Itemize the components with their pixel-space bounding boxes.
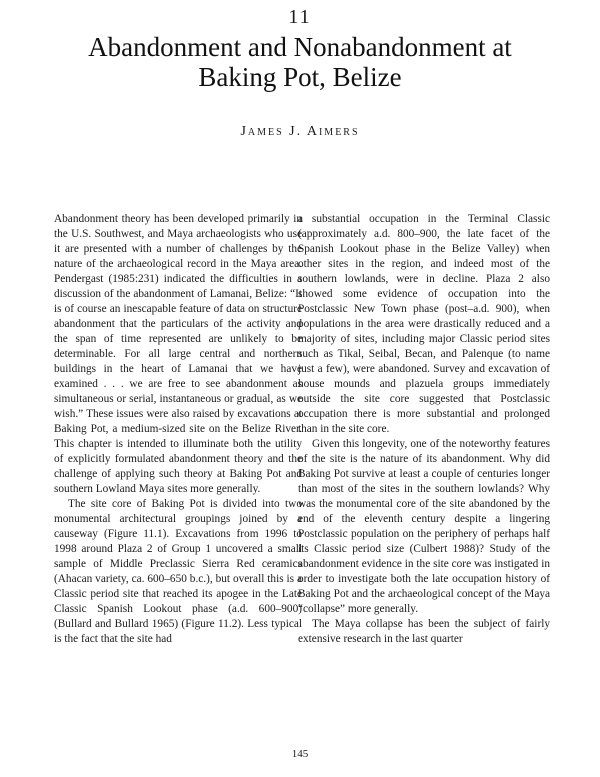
- page-number: 145: [291, 748, 309, 760]
- chapter-title-line-1: Abandonment and Nonabandonment at: [88, 32, 512, 62]
- paragraph: The Maya collapse has been the subject of fairly extensive research in the last quarter: [298, 618, 550, 645]
- chapter-title: [0, 32, 600, 92]
- paragraph: Abandonment theory has been developed primarily in the U.S. Southwest, and Maya archaeologists who use it are presented with a number of challenges by the nature of the archaeological record in the Maya area. Pendergast (1985:231) indicated the difficulties in a discussion of the abandonment of Lamanai, Belize: “It is of course an inescapable feature of data on structure abandonment that the particulars of the activity and the span of time represented are unlikely to be determinable. For all large central and northern buildings in the heart of Lamanai that we have examined . . . we are free to see abandonment as simultaneous or serial, instantaneous or gradual, as we wish.” These issues were also raised by excavations at Baking Pot, a medium-sized site on the Belize River. This chapter is intended to illuminate both the utility of explicitly formulated abandonment theory and the challenge of applying such theory at Baking Pot and southern Lowland Maya sites more generally.: [54, 213, 302, 495]
- paragraph: Given this longevity, one of the noteworthy features of the site is the nature of its abandonment. Why did Baking Pot survive at least a couple of centuries longer than most of the sites in the southern lowlands? Why was the monumental core of the site abandoned by the end of the eleventh century despite a lingering Postclassic population on the periphery of perhaps half its Classic period size (Culbert 1988)? Study of the abandonment evidence in the site core was instigated in order to investigate both the late occupation history of Baking Pot and the archaeological concept of the Maya “collapse” more generally.: [298, 438, 550, 615]
- paragraph: The site core of Baking Pot is divided into two monumental architectural groupings joined by a causeway (Figure 11.1). Excavations from 1996 to 1998 around Plaza 2 of Group 1 uncovered a small sample of Middle Preclassic Sierra Red ceramics (Ahacan variety, ca. 600–650 b.c.), but overall this is a Classic period site that reached its apogee in the Late Classic Spanish Lookout phase (a.d. 600–900) (Bullard and Bullard 1965) (Figure 11.2). Less typical is the fact that the site had: [54, 498, 302, 645]
- right-text-column: [298, 212, 550, 647]
- left-text-column: [54, 212, 302, 647]
- chapter-title-line-2: Baking Pot, Belize: [198, 62, 402, 92]
- chapter-number: 11: [288, 6, 312, 28]
- paragraph: a substantial occupation in the Terminal Classic (approximately a.d. 800–900, the late facet of the Spanish Lookout phase in the Belize Valley) when other sites in the region, and indeed most of the southern lowlands, were in decline. Plaza 2 also showed some evidence of occupation into the Postclassic New Town phase (post–a.d. 900), when populations in the area were drastically reduced and a majority of sites, including major Classic period sites such as Tikal, Seibal, Becan, and Palenque (to name just a few), were abandoned. Survey and excavation of house mounds and plazuela groups immediately outside the site core suggested that Postclassic occupation there is more substantial and prolonged than in the site core.: [298, 213, 550, 435]
- author-name: James J. Aimers: [240, 124, 360, 139]
